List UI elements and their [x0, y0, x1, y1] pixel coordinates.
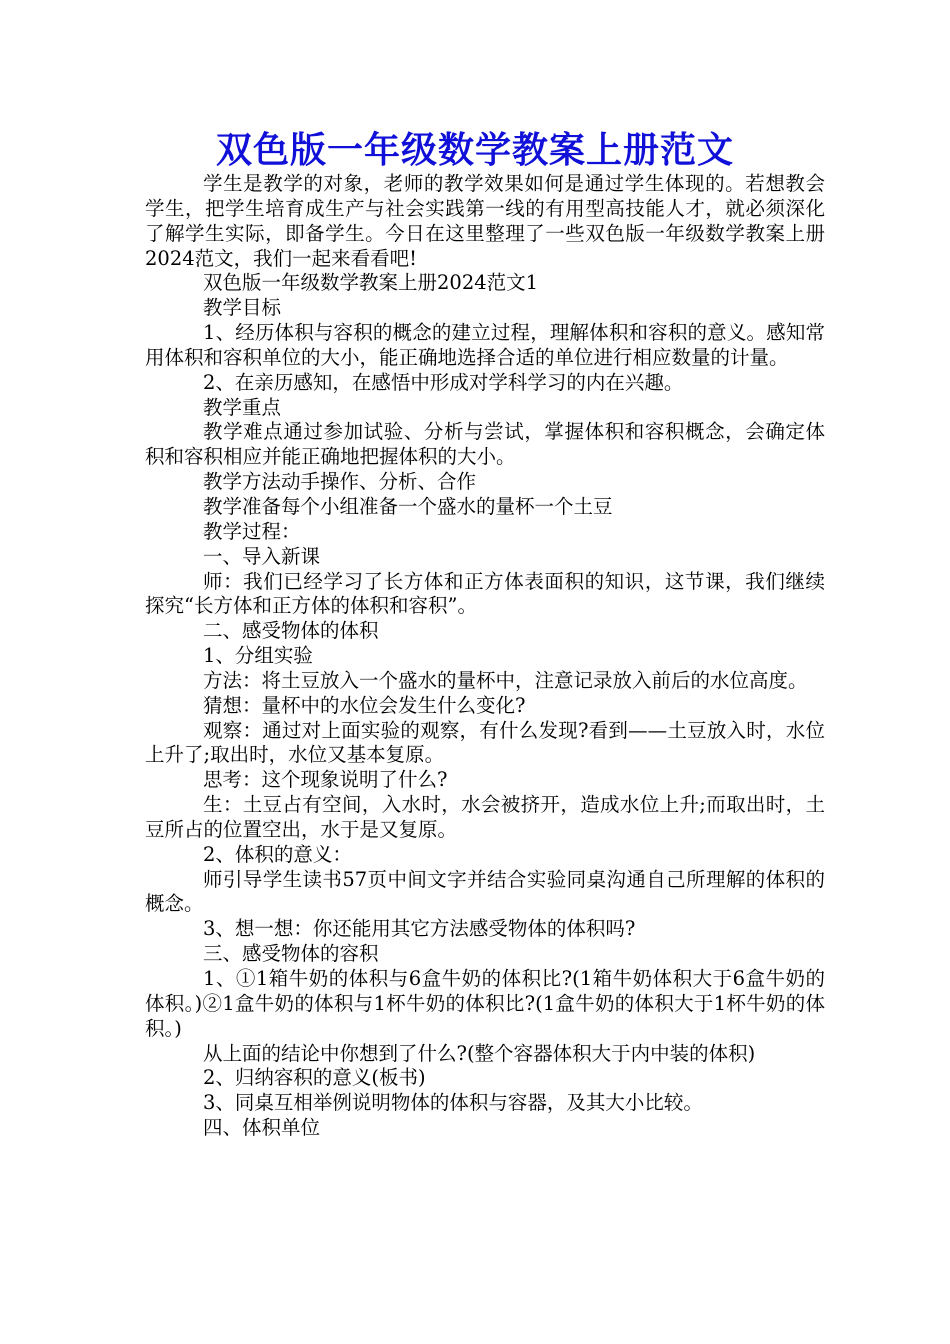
- paragraph: 3、同桌互相举例说明物体的体积与容器，及其大小比较。: [203, 1091, 703, 1115]
- paragraph-intro: 学生是教学的对象，老师的教学效果如何是通过学生体现的。若想教会学生，把学生培育成生产与社会实践第一线的有用型高技能人才，就必须深化了解学生实际，即备学生。今日在这里整理了一些双色版一年级数学教案上册2024范文，我们一起来看看吧!: [145, 172, 825, 270]
- paragraph: 教学方法动手操作、分析、合作: [203, 470, 477, 494]
- paragraph-section-heading: 双色版一年级数学教案上册2024范文1: [203, 271, 539, 295]
- paragraph-heading: 二、感受物体的体积: [203, 619, 379, 643]
- document-body: [145, 172, 825, 1141]
- paragraph: 2、归纳容积的意义(板书): [203, 1066, 426, 1090]
- paragraph: 从上面的结论中你想到了什么?(整个容器体积大于内中装的体积): [203, 1041, 756, 1065]
- paragraph-heading: 四、体积单位: [203, 1116, 321, 1140]
- paragraph-heading: 教学过程：: [203, 519, 301, 543]
- paragraph-heading: 教学重点: [203, 395, 282, 419]
- paragraph: 1、①1箱牛奶的体积与6盒牛奶的体积比?(1箱牛奶体积大于6盒牛奶的体积。)②1盒牛奶的体积与1杯牛奶的体积比?(1盒牛奶的体积大于1杯牛奶的体积。): [145, 967, 825, 1040]
- paragraph-heading: 三、感受物体的容积: [203, 942, 379, 966]
- paragraph: 思考：这个现象说明了什么?: [203, 768, 448, 792]
- paragraph-heading: 一、导入新课: [203, 544, 321, 568]
- paragraph: 猜想：量杯中的水位会发生什么变化?: [203, 693, 526, 717]
- paragraph: 3、想一想：你还能用其它方法感受物体的体积吗?: [203, 917, 636, 941]
- paragraph: 师：我们已经学习了长方体和正方体表面积的知识，这节课，我们继续探究“长方体和正方体的体积和容积”。: [145, 569, 825, 618]
- paragraph: 观察：通过对上面实验的观察，有什么发现?看到——土豆放入时，水位上升了;取出时，水位又基本复原。: [145, 718, 825, 767]
- paragraph: 教学难点通过参加试验、分析与尝试，掌握体积和容积概念，会确定体积和容积相应并能正确地把握体积的大小。: [145, 420, 825, 469]
- paragraph: 师引导学生读书57页中间文字并结合实验同桌沟通自己所理解的体积的概念。: [145, 867, 825, 916]
- paragraph-heading: 1、分组实验: [203, 644, 313, 668]
- paragraph-heading: 2、体积的意义：: [203, 842, 352, 866]
- paragraph: 教学准备每个小组准备一个盛水的量杯一个土豆: [203, 494, 613, 518]
- paragraph-heading: 教学目标: [203, 296, 282, 320]
- document-title: 双色版一年级数学教案上册范文: [215, 130, 734, 171]
- paragraph: 1、经历体积与容积的概念的建立过程，理解体积和容积的意义。感知常用体积和容积单位的大小，能正确地选择合适的单位进行相应数量的计量。: [145, 321, 825, 369]
- paragraph: 生：土豆占有空间，入水时，水会被挤开，造成水位上升;而取出时，土豆所占的位置空出，水于是又复原。: [145, 793, 825, 841]
- paragraph: 方法：将土豆放入一个盛水的量杯中，注意记录放入前后的水位高度。: [203, 668, 808, 692]
- paragraph: 2、在亲历感知，在感悟中形成对学科学习的内在兴趣。: [203, 370, 684, 394]
